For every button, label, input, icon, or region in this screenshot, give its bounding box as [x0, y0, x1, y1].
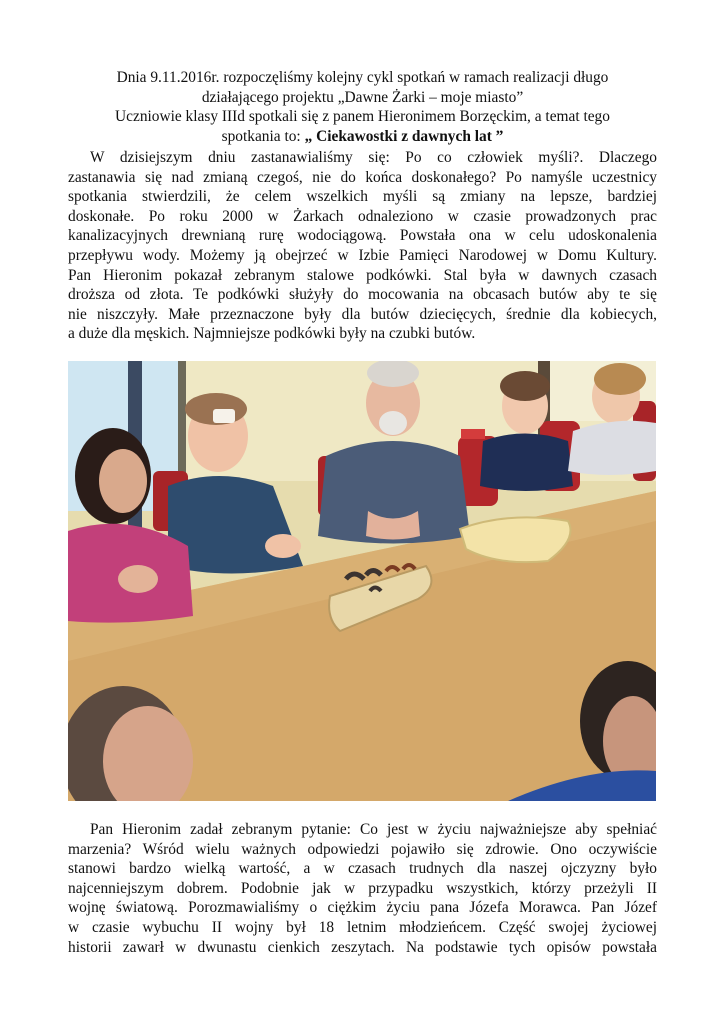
- paragraph-line: nie niszczyły. Małe przeznaczone były dla butów dziecięcych, średnie dla kobiecych,: [68, 305, 657, 323]
- paragraph-line: Pan Hieronim zadał zebranym pytanie: Co jest w życiu najważniejsze aby spełniać: [90, 821, 657, 838]
- paragraph-line: najcenniejszym dobrem. Podobnie jak w przypadku wszystkich, którzy przeżyli II: [68, 879, 657, 897]
- paragraph-line: Pan Hieronim pokazał zebranym stalowe podkówki. Stal była w dawnych czasach: [68, 266, 657, 284]
- meeting-photo: [68, 361, 656, 801]
- paragraph-line: a duże dla męskich. Najmniejsze podkówki były na czubki butów.: [68, 325, 476, 343]
- document-heading: [68, 68, 657, 146]
- heading-line: Uczniowie klasy IIId spotkali się z panem Hieronimem Borzęckim, a temat tego: [115, 108, 610, 125]
- paragraph-line: zastanawia się nad zmianą czegoś, nie do końca doskonałego? Po namyśle uczestnicy: [68, 168, 657, 186]
- paragraph-line: przepływu wody. Możemy ją obejrzeć w Izbie Pamięci Narodowej w Domu Kultury.: [68, 246, 657, 264]
- heading-prefix: spotkania to:: [221, 127, 305, 145]
- paragraph-line: historii zawarł w dwunastu cienkich zeszytach. Na podstawie tych opisów powstała: [68, 938, 657, 956]
- paragraph-line: doskonałe. Po roku 2000 w Żarkach odnaleziono w czasie prowadzonych prac: [68, 207, 657, 225]
- paragraph-line: droższa od złota. Te podkówki służyły do mocowania na obcasach butów aby te się: [68, 286, 657, 304]
- photo-illustration: [68, 361, 656, 801]
- paragraph-line: kanalizacyjnych drewnianą rurę wodociągową. Powstała ona w celu udoskonalenia: [68, 227, 657, 245]
- heading-line: [68, 127, 657, 147]
- paragraph-line: W dzisiejszym dniu zastanawialiśmy się: Po co człowiek myśli?. Dlaczego: [90, 149, 657, 166]
- paragraph-line: w czasie wybuchu II wojny był 18 letnim młodzieńcem. Część swojej życiowej: [68, 918, 657, 936]
- paragraph-line: spotkania stwierdzili, że celem wszelkich myśli są zmiany na lepsze, bardziej: [68, 188, 657, 206]
- paragraph-1: [68, 148, 657, 344]
- heading-line: Dnia 9.11.2016r. rozpoczęliśmy kolejny cykl spotkań w ramach realizacji długo: [116, 69, 609, 86]
- paragraph-line: stanowi bardzo wielką wartość, a w czasach trudnych dla naszej ojczyzny było: [68, 860, 657, 878]
- heading-line: działającego projektu „Dawne Żarki – moje miasto”: [201, 88, 524, 106]
- paragraph-line: marzenia? Wśród wielu ważnych odpowiedzi pojawiło się zdrowie. Ono oczywiście: [68, 840, 657, 858]
- meeting-title: „ Ciekawostki z dawnych lat ”: [304, 127, 504, 145]
- paragraph-2: [68, 820, 657, 957]
- paragraph-line: wojnę światową. Porozmawialiśmy o ciężkim życiu pana Józefa Morawca. Pan Józef: [68, 899, 657, 917]
